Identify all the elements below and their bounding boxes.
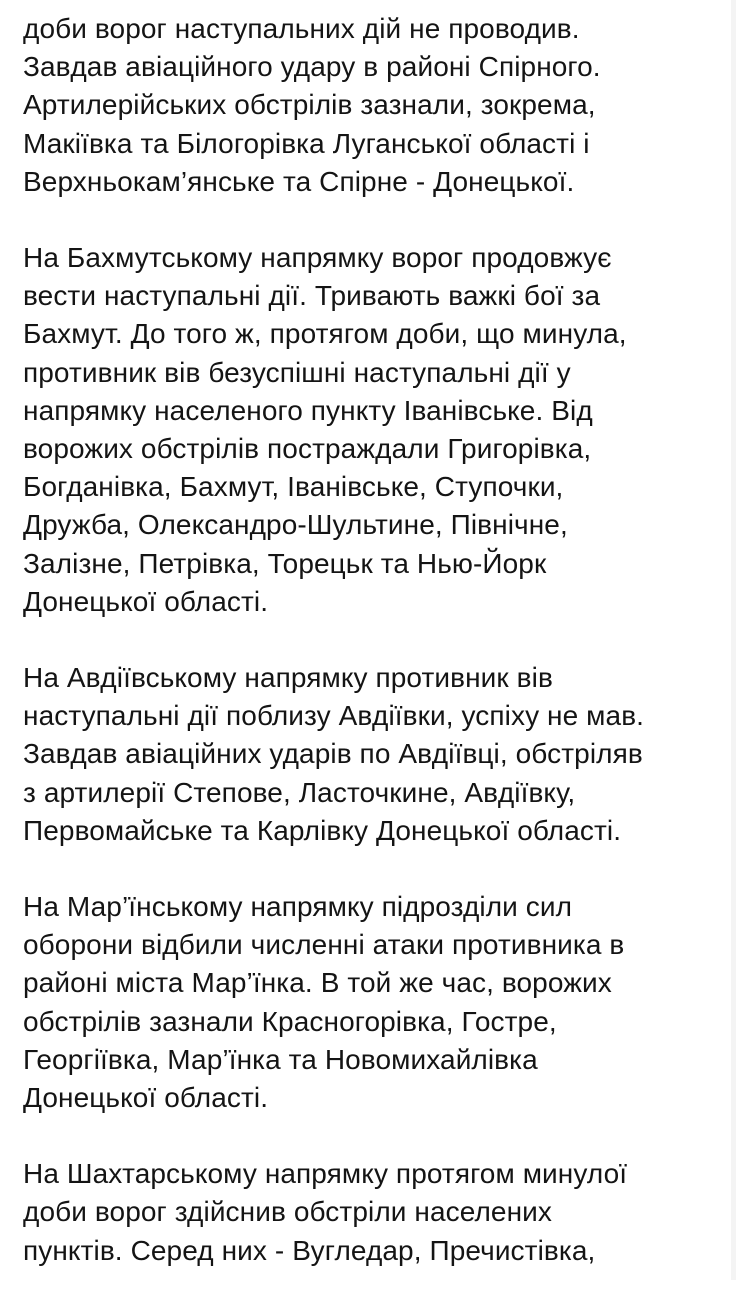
paragraph-bakhmut xyxy=(23,239,728,621)
text-line: противник вів безуспішні наступальні дії у xyxy=(23,356,571,388)
text-line: Дружба, Олександро-Шультине, Північне, xyxy=(23,509,568,541)
text-line: районі міста Мар’їнка. В той же час, ворожих xyxy=(23,967,612,999)
text-line: оборони відбили численні атаки противника в xyxy=(23,929,625,961)
text-line: ворожих обстрілів постраждали Григорівка, xyxy=(23,433,592,465)
text-line: напрямку населеного пункту Іванівське. Від xyxy=(23,394,593,426)
scroll-edge xyxy=(731,0,736,1280)
text-line: Верхньокам’янське та Спірне - Донецької. xyxy=(23,165,575,197)
post-body xyxy=(23,10,728,1308)
text-line: Макіївка та Білогорівка Луганської області і xyxy=(23,127,590,159)
text-line: На Авдіївському напрямку противник вів xyxy=(23,662,553,694)
text-line: На Бахмутському напрямку ворог продовжує xyxy=(23,242,612,274)
text-line: Георгіївка, Мар’їнка та Новомихайлівка xyxy=(23,1043,538,1075)
text-line: доби ворог здійснив обстріли населених xyxy=(23,1196,552,1228)
text-line: На Шахтарському напрямку протягом минулої xyxy=(23,1158,628,1190)
text-line: Первомайське та Карлівку Донецької області. xyxy=(23,814,622,846)
text-line: пунктів. Серед них - Вугледар, Пречистівка, xyxy=(23,1234,596,1266)
text-line: Донецької області. xyxy=(23,585,269,617)
text-line: Завдав авіаційного удару в районі Спірного. xyxy=(23,51,601,83)
text-line: Залізне, Петрівка, Торецьк та Нью-Йорк xyxy=(23,547,547,579)
paragraph-luhansk xyxy=(23,10,728,201)
text-line: наступальні дії поблизу Авдіївки, успіху не мав. xyxy=(23,700,645,732)
text-line: доби ворог наступальних дій не проводив. xyxy=(23,13,580,44)
text-line: Артилерійських обстрілів зазнали, зокрема, xyxy=(23,89,596,121)
paragraph-avdiivka xyxy=(23,659,728,850)
text-line: Бахмут. До того ж, протягом доби, що минула, xyxy=(23,318,627,350)
text-line: Богданівка, Бахмут, Іванівське, Ступочки, xyxy=(23,471,564,503)
text-line: На Мар’їнському напрямку підрозділи сил xyxy=(23,891,573,923)
paragraph-marinka xyxy=(23,888,728,1117)
paragraph-shakhtarsk xyxy=(23,1155,728,1270)
text-line: Донецької області. xyxy=(23,1082,269,1114)
text-line: вести наступальні дії. Тривають важкі бої за xyxy=(23,280,601,312)
text-line: з артилерії Степове, Ласточкине, Авдіївку, xyxy=(23,776,576,808)
text-line: обстрілів зазнали Красногорівка, Гостре, xyxy=(23,1005,557,1037)
text-line: Завдав авіаційних ударів по Авдіївці, обстріляв xyxy=(23,738,643,770)
